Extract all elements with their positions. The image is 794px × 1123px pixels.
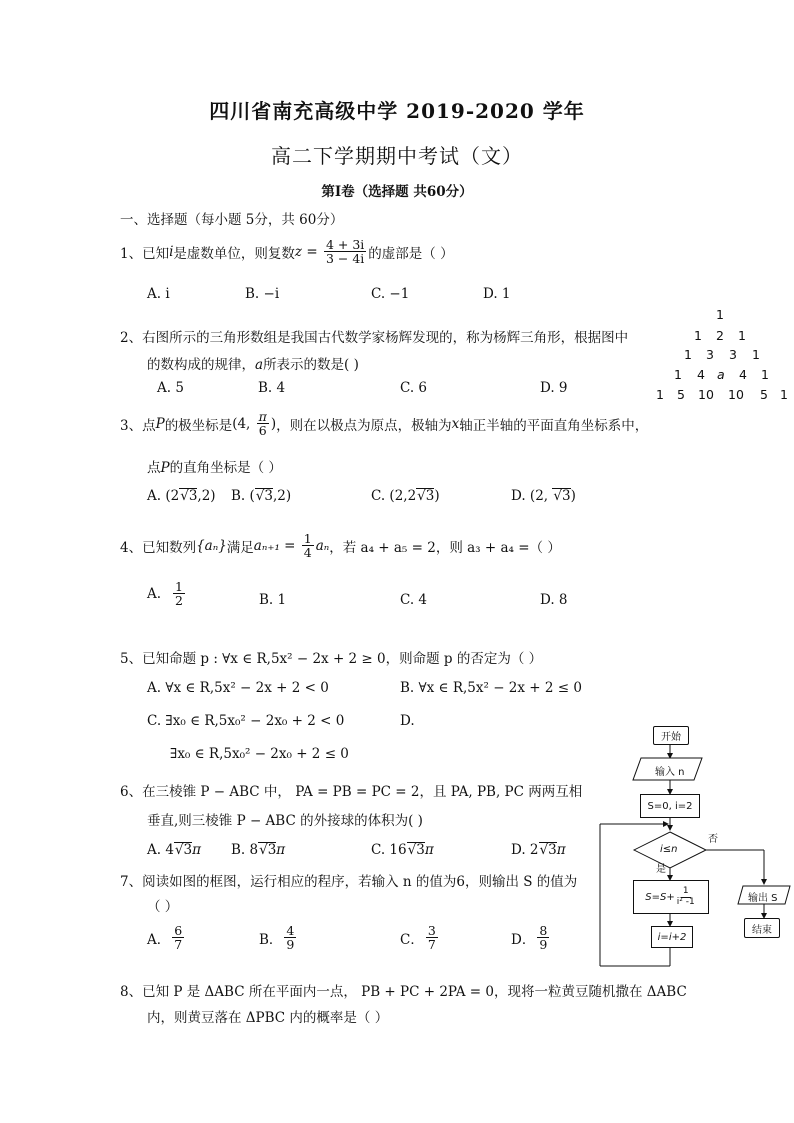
q3-fraction xyxy=(257,410,269,437)
q4-cond: ，若 a₄ + a₅ = 2，则 a₃ + a₄ =（ ） xyxy=(329,539,561,556)
q3-text: 点 xyxy=(147,460,161,476)
opt-text: A. 4 xyxy=(147,842,174,858)
opt-text: π xyxy=(556,842,566,858)
opt-label: C． xyxy=(400,931,424,948)
flowchart-init: S=0, i=2 xyxy=(640,794,700,818)
fraction xyxy=(284,924,296,951)
q1-option-d: D. 1 xyxy=(483,286,511,302)
tri-cell: 1 xyxy=(780,387,788,402)
question-3 xyxy=(120,410,648,437)
q6-line2: 垂直,则三棱锥 P − ABC 的外接球的体积为( ) xyxy=(147,813,423,829)
q7-option-a xyxy=(147,924,186,951)
flowchart-yes-label: 是 xyxy=(656,864,666,875)
q4-num: 1 xyxy=(303,531,312,546)
q3-x: x xyxy=(451,415,460,432)
q7-line2: （ ） xyxy=(147,899,179,915)
q2-var-a: a xyxy=(255,357,264,373)
opt-text: A. (2 xyxy=(147,488,180,504)
flowchart-start: 开始 xyxy=(653,726,689,745)
q1-suffix: 的虚部是（ ） xyxy=(368,245,454,262)
section-heading: 一、选择题（每小题 5分，共 60分） xyxy=(120,212,344,228)
q4-rhs: aₙ xyxy=(315,537,330,554)
num: 4 xyxy=(286,923,295,938)
radicand: 3 xyxy=(416,842,425,858)
opt-text: C. (2,2 xyxy=(371,488,417,504)
q3-text: 的极坐标是 xyxy=(164,417,233,434)
q5-option-d: D. xyxy=(400,713,415,729)
q4-text: 4、已知数列 xyxy=(120,539,197,556)
q3-coord: ) xyxy=(270,415,277,432)
q4-fraction xyxy=(302,532,314,559)
q4-den: 4 xyxy=(303,545,312,561)
flowchart-increment: i=i+2 xyxy=(651,926,693,948)
q1-option-a: A. i xyxy=(147,286,170,302)
tri-cell: 1 xyxy=(761,367,769,382)
tri-cell: 1 xyxy=(716,307,724,322)
opt-label: A. xyxy=(147,585,162,602)
tri-cell: 3 xyxy=(729,347,737,362)
opt-text: ) xyxy=(570,488,576,504)
radicand: 3 xyxy=(183,842,193,858)
radicand: 3 xyxy=(561,488,571,504)
sqrt: √3 xyxy=(255,488,273,504)
opt-text: π xyxy=(276,842,286,858)
tri-cell: 4 xyxy=(697,367,705,382)
q2-option-a: A. 5 xyxy=(157,380,184,396)
opt-text: D. (2, xyxy=(511,488,553,504)
q3-text: ，则在以极点为原点，极轴为 xyxy=(276,417,452,434)
radicand: 3 xyxy=(425,488,435,504)
den: 9 xyxy=(539,937,548,953)
radicand: 3 xyxy=(264,488,273,504)
sqrt: √3 xyxy=(180,488,198,504)
q1-i: i xyxy=(169,243,174,260)
q3-text: 轴正半轴的平面直角坐标系中， xyxy=(459,417,649,434)
volume-title: 第Ⅰ卷（选择题 共60分） xyxy=(321,184,473,200)
q2-option-b: B. 4 xyxy=(258,380,286,396)
tri-cell: 1 xyxy=(694,328,702,343)
fraction xyxy=(537,924,549,951)
opt-text: ,2) xyxy=(197,488,216,504)
q3-p: P xyxy=(160,460,170,476)
q1-den: 3 − 4i xyxy=(325,251,365,267)
q5-stem: 5、已知命题 p : ∀x ∈ R,5x² − 2x + 2 ≥ 0，则命题 p 的否定为（ ） xyxy=(120,651,543,667)
num: 6 xyxy=(174,923,183,938)
flowchart-update xyxy=(633,880,709,914)
q2-option-c: C. 6 xyxy=(400,380,428,396)
q3-option-c xyxy=(371,488,440,504)
sqrt: √3 xyxy=(407,842,425,858)
q4-lhs: aₙ₊₁ = xyxy=(253,537,300,554)
q8-line2: 内，则黄豆落在 ΔPBC 内的概率是（ ） xyxy=(147,1010,389,1026)
tri-cell: 1 xyxy=(738,328,746,343)
num: 1 xyxy=(682,886,689,897)
q3-den: 6 xyxy=(258,423,267,439)
q6-option-c xyxy=(371,842,434,858)
opt-text: B. ( xyxy=(231,488,255,504)
den: 7 xyxy=(427,937,436,953)
q4-seq: {aₙ} xyxy=(196,537,227,554)
opt-label: A． xyxy=(147,931,171,948)
q3-option-b xyxy=(231,488,291,504)
q1-mid: 是虚数单位，则复数 xyxy=(173,245,295,262)
q7-line1: 7、阅读如图的框图，运行相应的程序，若输入 n 的值为6，则输出 S 的值为 xyxy=(120,874,578,890)
opt-text: D. 2 xyxy=(511,842,539,858)
q1-z: z xyxy=(294,243,303,260)
opt-label: D． xyxy=(511,931,536,948)
opt-text: ) xyxy=(434,488,440,504)
radicand: 3 xyxy=(188,488,198,504)
q3-p: P xyxy=(155,415,165,432)
q4-option-c: C. 4 xyxy=(400,592,428,608)
q4-option-d: D. 8 xyxy=(540,592,568,608)
sqrt: √3 xyxy=(539,842,557,858)
q1-fraction xyxy=(324,238,366,265)
tri-cell: 5 xyxy=(760,387,768,402)
flowchart-no-label: 否 xyxy=(708,834,718,845)
tri-cell: 2 xyxy=(716,328,724,343)
flowchart-end: 结束 xyxy=(744,918,780,938)
q6-line1: 6、在三棱锥 P − ABC 中， PA = PB = PC = 2，且 PA, PB, PC 两两互相 xyxy=(120,784,583,800)
q3-option-a xyxy=(147,488,216,504)
q3-line2 xyxy=(147,456,282,476)
q1-option-c: C. −1 xyxy=(371,286,410,302)
q7-option-c xyxy=(400,924,440,951)
q3-num: π xyxy=(258,409,267,424)
tri-cell: 1 xyxy=(752,347,760,362)
q7-option-d xyxy=(511,924,551,951)
q3-coord: (4, xyxy=(232,415,255,432)
den: 9 xyxy=(286,937,295,953)
q1-num: 4 + 3i xyxy=(325,237,365,252)
q3-option-d xyxy=(511,488,576,504)
question-1 xyxy=(120,238,454,265)
tri-cell: 1 xyxy=(684,347,692,362)
exam-title: 四川省南充高级中学 2019-2020 学年 xyxy=(209,99,585,123)
tri-cell: 4 xyxy=(739,367,747,382)
q3-text: 的直角坐标是（ ） xyxy=(169,460,282,476)
opt-text: B. 8 xyxy=(231,842,259,858)
tri-cell: 3 xyxy=(706,347,714,362)
sqrt: √3 xyxy=(553,488,571,504)
q2-line2c: 所表示的数是( ) xyxy=(263,357,359,373)
q4-text: 满足 xyxy=(226,539,254,556)
num: 1 xyxy=(175,579,183,594)
den: 7 xyxy=(174,937,183,953)
sqrt: √3 xyxy=(417,488,435,504)
fraction xyxy=(426,924,438,951)
radicand: 3 xyxy=(267,842,277,858)
q1-option-b: B. −i xyxy=(245,286,280,302)
den: i² -1 xyxy=(676,896,695,907)
q4-option-b: B. 1 xyxy=(259,592,287,608)
den: 2 xyxy=(175,593,183,609)
q4-option-a xyxy=(147,580,187,607)
opt-text: C. 16 xyxy=(371,842,407,858)
opt-text: π xyxy=(192,842,201,858)
opt-text: ,2) xyxy=(272,488,292,504)
opt-text: π xyxy=(424,842,434,858)
num: 3 xyxy=(427,923,436,938)
tri-cell: 5 xyxy=(677,387,685,402)
radicand: 3 xyxy=(548,842,557,858)
q6-option-b xyxy=(231,842,285,858)
fraction xyxy=(172,924,184,951)
sqrt: √3 xyxy=(174,842,193,858)
q1-eq: = xyxy=(302,243,322,260)
question-4 xyxy=(120,532,561,559)
q5-option-a: A. ∀x ∈ R,5x² − 2x + 2 < 0 xyxy=(147,680,329,696)
tri-cell: 1 xyxy=(656,387,664,402)
update-fraction xyxy=(677,887,695,907)
q1-prefix: 1、已知 xyxy=(120,245,170,262)
flowchart-output: 输出 S xyxy=(748,893,778,904)
flowchart-input: 输入 n xyxy=(655,767,685,778)
q5-option-b: B. ∀x ∈ R,5x² − 2x + 2 ≤ 0 xyxy=(400,680,582,696)
q6-option-a xyxy=(147,842,201,858)
q7-option-b xyxy=(259,924,298,951)
q6-option-d xyxy=(511,842,566,858)
q8-line1: 8、已知 P 是 ΔABC 所在平面内一点， PB + PC + 2PA = 0，现将一粒黄豆随机撒在 ΔABC xyxy=(120,984,687,1000)
exam-subtitle: 高二下学期期中考试（文） xyxy=(271,144,523,168)
opt-label: B． xyxy=(259,931,283,948)
q2-line2a: 的数构成的规律， xyxy=(147,357,255,373)
q5-option-d-content: ∃x₀ ∈ R,5x₀² − 2x₀ + 2 ≤ 0 xyxy=(170,746,349,762)
q5-option-c: C. ∃x₀ ∈ R,5x₀² − 2x₀ + 2 < 0 xyxy=(147,713,345,729)
q3-text: 3、点 xyxy=(120,417,156,434)
tri-cell: 10 xyxy=(698,387,714,402)
q4-opta-fraction xyxy=(173,580,185,607)
num: 8 xyxy=(539,923,548,938)
flowchart-condition: i≤n xyxy=(660,844,678,855)
sqrt: √3 xyxy=(259,842,277,858)
q2-option-d: D. 9 xyxy=(540,380,568,396)
tri-cell: 1 xyxy=(674,367,682,382)
tri-cell: 10 xyxy=(728,387,744,402)
tri-cell-a: a xyxy=(717,367,725,382)
q2-line1: 2、右图所示的三角形数组是我国古代数学家杨辉发现的，称为杨辉三角形，根据图中 xyxy=(120,330,629,346)
update-text: S=S+ xyxy=(645,891,675,903)
q2-line2 xyxy=(147,353,359,373)
